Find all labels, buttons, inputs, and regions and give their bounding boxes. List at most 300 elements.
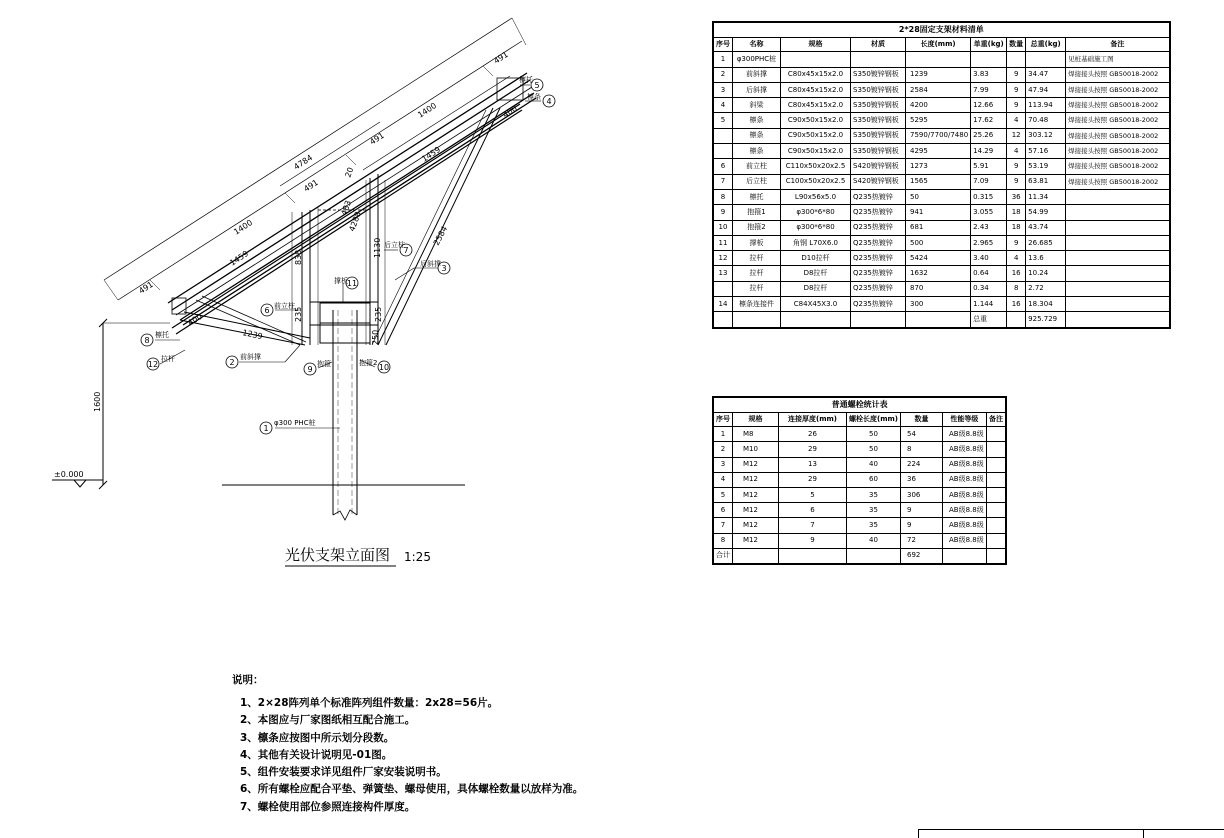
bolt-table-row	[713, 442, 1006, 457]
material-table-cell: 0.34	[971, 281, 1007, 296]
bolt-table-cell: 5	[713, 487, 733, 502]
material-table-cell: 12.66	[971, 98, 1007, 113]
material-table-cell: 3.055	[971, 205, 1007, 220]
dim-total: 4784	[292, 153, 315, 172]
material-table-cell: 18	[1007, 220, 1026, 235]
material-table-cell: 9	[1007, 159, 1026, 174]
material-table-title: 2*28固定支架材料清单	[713, 22, 1170, 38]
material-table-cell: D10拉杆	[781, 251, 851, 266]
material-table-row	[713, 67, 1170, 82]
drawing-title: 光伏支架立面图	[285, 546, 391, 564]
material-table-cell	[1066, 266, 1170, 281]
bolt-table-cell: 50	[847, 427, 901, 442]
material-table-cell: 抱箍2	[733, 220, 781, 235]
dim-4288: 4288	[347, 210, 363, 233]
material-table-cell: 113.94	[1026, 98, 1066, 113]
dim-1400: 1400	[232, 218, 255, 237]
material-table-cell	[1066, 220, 1170, 235]
material-table-cell	[1066, 235, 1170, 250]
bolt-table-cell: 5	[779, 487, 847, 502]
material-table-cell	[713, 144, 733, 159]
material-table-row	[713, 128, 1170, 143]
bolt-table-cell	[986, 442, 1006, 457]
callout-10: 10	[378, 363, 390, 372]
material-table-cell: 9	[1007, 98, 1026, 113]
bolt-table-cell: 7	[779, 518, 847, 533]
bolt-table-cell: AB级8.8级	[943, 442, 987, 457]
label-front-brace: 前斜撑	[240, 353, 261, 361]
material-table-cell: 7.99	[971, 82, 1007, 97]
rear-brace	[372, 108, 500, 345]
material-table-cell: 12	[713, 251, 733, 266]
bolt-table-cell: 36	[901, 472, 943, 487]
material-table-cell	[1066, 312, 1170, 328]
material-table-row	[713, 52, 1170, 67]
callout-3: 3	[441, 264, 447, 273]
material-table-cell	[971, 52, 1007, 67]
label-front-column: 前立柱	[274, 302, 295, 310]
material-table-cell: 4	[1007, 144, 1026, 159]
material-table-cell: 43.74	[1026, 220, 1066, 235]
material-table-cell: C80x45x15x2.0	[781, 98, 851, 113]
material-table-cell: 10	[713, 220, 733, 235]
bolt-table-row	[713, 487, 1006, 502]
bolt-table-cell: 4	[713, 472, 733, 487]
material-table-cell: 4200	[906, 98, 971, 113]
bolt-table-cell	[986, 457, 1006, 472]
bolt-table-cell: 9	[901, 503, 943, 518]
material-table-cell: 13.6	[1026, 251, 1066, 266]
bolt-table-cell: M8	[733, 427, 779, 442]
dim-1459: 1459	[420, 145, 443, 164]
material-table-cell: 870	[906, 281, 971, 296]
bolt-table-cell: M12	[733, 472, 779, 487]
material-table-header: 名称	[733, 38, 781, 52]
material-table-cell: Q235热镀锌	[851, 297, 906, 312]
bolt-table-header: 性能等级	[943, 413, 987, 427]
material-table-cell: 4	[1007, 251, 1026, 266]
material-table-cell: 5	[713, 113, 733, 128]
material-table-cell: 焊接接头按照 GB50018-2002	[1066, 144, 1170, 159]
material-table-cell: 1	[713, 52, 733, 67]
material-table-cell	[906, 52, 971, 67]
material-table-cell: 9	[1007, 82, 1026, 97]
dim-491: 491	[368, 130, 386, 147]
material-table-cell: 檩条连接件	[733, 297, 781, 312]
note-line: 6、所有螺栓应配合平垫、弹簧垫、螺母使用，具体螺栓数量以放样为准。	[240, 783, 584, 796]
material-table-cell: C80x45x15x2.0	[781, 67, 851, 82]
material-table-cell: 12	[1007, 128, 1026, 143]
bolt-table-cell	[733, 548, 779, 564]
bolt-table-cell: 6	[713, 503, 733, 518]
bolt-table-cell: AB级8.8级	[943, 487, 987, 502]
bolt-table-cell: 26	[779, 427, 847, 442]
material-table-cell: 檩条	[733, 128, 781, 143]
dim-1130: 1130	[373, 237, 382, 258]
material-table-row	[713, 113, 1170, 128]
material-table-header: 总重(kg)	[1026, 38, 1066, 52]
label-pile: φ300 PHC桩	[274, 419, 316, 427]
material-table-row	[713, 312, 1170, 328]
callout-11: 11	[346, 279, 358, 288]
bolt-table-cell: 50	[847, 442, 901, 457]
material-table-row	[713, 220, 1170, 235]
material-table-header: 规格	[781, 38, 851, 52]
material-table-cell: 34.47	[1026, 67, 1066, 82]
dim-400: 400	[186, 311, 204, 328]
material-table-cell: C90x50x15x2.0	[781, 113, 851, 128]
dim-235: 235	[374, 306, 383, 322]
material-table-cell: 10.24	[1026, 266, 1066, 281]
material-table-cell: 9	[713, 205, 733, 220]
material-table-cell: 925.729	[1026, 312, 1066, 328]
material-table-cell: 拉杆	[733, 251, 781, 266]
bolt-table-cell: 8	[713, 533, 733, 548]
material-table-cell: Q235热镀锌	[851, 235, 906, 250]
material-table-cell: 后斜撑	[733, 82, 781, 97]
label-purlin: 檩条	[527, 93, 541, 101]
material-table-cell: 14.29	[971, 144, 1007, 159]
material-table-cell: 9	[1007, 174, 1026, 189]
material-table-header: 序号	[713, 38, 733, 52]
material-table-cell: 2584	[906, 82, 971, 97]
bolt-table-cell: 8	[901, 442, 943, 457]
material-table-cell: 54.99	[1026, 205, 1066, 220]
bolt-table-row	[713, 503, 1006, 518]
bolt-table-cell: 224	[901, 457, 943, 472]
material-table-header: 长度(mm)	[906, 38, 971, 52]
material-table-cell: 14	[713, 297, 733, 312]
material-table-cell: 撑板	[733, 235, 781, 250]
material-table-cell: L90x56x5.0	[781, 189, 851, 204]
bolt-table-cell	[986, 487, 1006, 502]
callout-12: 12	[147, 360, 159, 369]
material-table-cell: 63.81	[1026, 174, 1066, 189]
label-purlin-bracket: 檩托	[519, 76, 533, 84]
material-table-cell: 抱箍1	[733, 205, 781, 220]
bolt-table-cell: 306	[901, 487, 943, 502]
bolt-table-cell	[779, 548, 847, 564]
material-table-cell	[733, 312, 781, 328]
material-table-cell: 角钢 L70X6.0	[781, 235, 851, 250]
material-table-cell: C80x45x15x2.0	[781, 82, 851, 97]
bolt-table-cell: AB级8.8级	[943, 518, 987, 533]
material-table-cell: 檩托	[733, 189, 781, 204]
callout-1: 1	[263, 424, 269, 433]
front-column	[302, 207, 318, 345]
note-line: 3、檩条应按图中所示划分段数。	[240, 731, 395, 744]
material-table-cell: φ300PHC桩	[733, 52, 781, 67]
material-table-cell: 5424	[906, 251, 971, 266]
material-table-cell: 7.09	[971, 174, 1007, 189]
material-table-cell	[851, 52, 906, 67]
material-table-cell: Q235热镀锌	[851, 220, 906, 235]
bolt-table-row	[713, 427, 1006, 442]
material-table-cell	[781, 52, 851, 67]
material-table-cell: 8	[713, 189, 733, 204]
material-table-cell: 前立柱	[733, 159, 781, 174]
material-table-cell: 拉杆	[733, 281, 781, 296]
dim-491: 491	[302, 177, 320, 194]
material-table-cell	[1066, 189, 1170, 204]
material-table-cell: S420镀锌钢板	[851, 159, 906, 174]
material-table-cell: 7	[713, 174, 733, 189]
material-table-cell: 500	[906, 235, 971, 250]
dim-491: 491	[492, 49, 510, 66]
material-table-cell: 16	[1007, 297, 1026, 312]
bolt-table-header: 连接厚度(mm)	[779, 413, 847, 427]
callout-5: 5	[534, 81, 540, 90]
bolt-table-cell: 13	[779, 457, 847, 472]
bolt-table-cell: AB级8.8级	[943, 457, 987, 472]
material-table-header: 备注	[1066, 38, 1170, 52]
bolt-table-cell: 35	[847, 487, 901, 502]
bolt-table-header: 备注	[986, 413, 1006, 427]
elevation-drawing	[0, 0, 640, 600]
material-table-cell: 斜梁	[733, 98, 781, 113]
material-table-cell: Q235热镀锌	[851, 266, 906, 281]
material-table-cell: 拉杆	[733, 266, 781, 281]
material-table-cell: Q235热镀锌	[851, 251, 906, 266]
material-table-cell: φ300*6*80	[781, 205, 851, 220]
bolt-table-cell: 35	[847, 503, 901, 518]
material-table-cell: S350镀锌钢板	[851, 98, 906, 113]
material-table-cell: S350镀锌钢板	[851, 144, 906, 159]
material-table-cell	[1026, 52, 1066, 67]
material-table-cell: 2.965	[971, 235, 1007, 250]
material-table-row	[713, 266, 1170, 281]
material-table-cell: 1239	[906, 67, 971, 82]
material-table-header: 数量	[1007, 38, 1026, 52]
bolt-table-cell	[943, 548, 987, 564]
dim-1239: 1239	[241, 328, 264, 342]
phc-pile	[333, 310, 357, 520]
bolt-table-cell: AB级8.8级	[943, 427, 987, 442]
material-table-cell: 8	[1007, 281, 1026, 296]
drawing-scale: 1:25	[404, 550, 431, 564]
material-table-cell: 2	[713, 67, 733, 82]
material-table-cell: 11	[713, 235, 733, 250]
notes-heading: 说明：	[232, 674, 264, 686]
material-table-cell: S350镀锌钢板	[851, 67, 906, 82]
material-table-cell: D8拉杆	[781, 281, 851, 296]
material-table-cell: S420镀锌钢板	[851, 174, 906, 189]
note-line: 5、组件安装要求详见组件厂家安装说明书。	[240, 766, 447, 779]
bolt-table-row	[713, 533, 1006, 548]
material-table-cell	[1066, 205, 1170, 220]
material-table-cell: 50	[906, 189, 971, 204]
label-rear-column: 后立柱	[384, 241, 405, 249]
bolt-table-cell: AB级8.8级	[943, 533, 987, 548]
bolt-table-cell: 3	[713, 457, 733, 472]
bolt-table-cell: M12	[733, 503, 779, 518]
label-clamp-2: 抱箍2	[359, 359, 378, 367]
dim-483: 483	[339, 199, 354, 217]
material-table-cell: 57.16	[1026, 144, 1066, 159]
material-table-cell: 4	[713, 98, 733, 113]
dim-491: 491	[137, 279, 155, 296]
dim-20: 20	[343, 166, 356, 179]
material-table-cell: 0.315	[971, 189, 1007, 204]
material-table-row	[713, 251, 1170, 266]
dim-838: 838	[294, 249, 303, 265]
material-table-cell: 后立柱	[733, 174, 781, 189]
material-table-row	[713, 98, 1170, 113]
material-table-cell: 焊接接头按照 GB50018-2002	[1066, 67, 1170, 82]
material-table-cell: 303.12	[1026, 128, 1066, 143]
bolt-table-cell: 29	[779, 442, 847, 457]
callout-6: 6	[264, 306, 270, 315]
material-table-cell: 前斜撑	[733, 67, 781, 82]
material-table-cell: 681	[906, 220, 971, 235]
material-table-cell: S350镀锌钢板	[851, 128, 906, 143]
bolt-table	[712, 396, 1007, 565]
material-table-cell: C90x50x15x2.0	[781, 128, 851, 143]
material-table-cell: 300	[906, 297, 971, 312]
material-table-cell: 总重	[971, 312, 1007, 328]
label-plate: 撑板	[334, 277, 348, 285]
bolt-table-cell: 692	[901, 548, 943, 564]
material-table-row	[713, 82, 1170, 97]
material-table-cell: 9	[1007, 235, 1026, 250]
bolt-table-cell	[986, 518, 1006, 533]
material-table-cell	[1066, 297, 1170, 312]
material-table-cell	[851, 312, 906, 328]
label-clamp-1: 抱箍	[317, 360, 331, 368]
callout-8: 8	[144, 336, 150, 345]
material-table-cell: 36	[1007, 189, 1026, 204]
material-table-cell: C90x50x15x2.0	[781, 144, 851, 159]
material-table-row	[713, 144, 1170, 159]
dim-235: 235	[294, 306, 303, 322]
material-table-cell: 0.64	[971, 266, 1007, 281]
callout-9: 9	[307, 365, 313, 374]
material-table-cell: 焊接接头按照 GB50018-2002	[1066, 159, 1170, 174]
bolt-table-cell	[847, 548, 901, 564]
material-table-cell: 焊接接头按照 GB50018-2002	[1066, 128, 1170, 143]
material-table-cell	[1066, 281, 1170, 296]
bolt-table-cell: 6	[779, 503, 847, 518]
material-table-cell: C100x50x20x2.5	[781, 174, 851, 189]
material-table-cell: C110x50x20x2.5	[781, 159, 851, 174]
material-table-row	[713, 281, 1170, 296]
bolt-table-cell	[986, 472, 1006, 487]
material-table-cell: S350镀锌钢板	[851, 82, 906, 97]
material-table-cell	[781, 312, 851, 328]
bolt-table-title: 普通螺栓统计表	[713, 397, 1006, 413]
material-table-cell: 4295	[906, 144, 971, 159]
callout-2: 2	[229, 358, 235, 367]
material-table-cell: 见桩基础施工图	[1066, 52, 1170, 67]
notes	[232, 672, 583, 816]
bolt-table-cell	[986, 503, 1006, 518]
material-table-cell: D8拉杆	[781, 266, 851, 281]
bolt-table-row	[713, 548, 1006, 564]
bolt-table-cell	[986, 427, 1006, 442]
bolt-table-cell: AB级8.8级	[943, 472, 987, 487]
material-table-cell: 18.304	[1026, 297, 1066, 312]
material-table-cell	[713, 128, 733, 143]
bolt-table-cell	[986, 533, 1006, 548]
material-table-cell: C84X45X3.0	[781, 297, 851, 312]
material-table-row	[713, 235, 1170, 250]
bolt-table-cell: 40	[847, 533, 901, 548]
material-table-cell: 1273	[906, 159, 971, 174]
material-table-cell: 17.62	[971, 113, 1007, 128]
dim-250: 250	[371, 329, 380, 345]
material-table-cell: S350镀锌钢板	[851, 113, 906, 128]
bolt-table-cell: 60	[847, 472, 901, 487]
material-table-cell: 焊接接头按照 GB50018-2002	[1066, 98, 1170, 113]
bolt-table-cell: 9	[779, 533, 847, 548]
bolt-table-header: 序号	[713, 413, 733, 427]
material-table-cell: 5295	[906, 113, 971, 128]
material-table-cell: 5.91	[971, 159, 1007, 174]
material-table-cell: 3.83	[971, 67, 1007, 82]
material-table	[712, 21, 1171, 329]
material-table-cell: 檩条	[733, 113, 781, 128]
material-table-cell: 7590/7700/7480	[906, 128, 971, 143]
material-table-header: 材质	[851, 38, 906, 52]
material-table-cell: φ300*6*80	[781, 220, 851, 235]
bolt-table-cell	[986, 548, 1006, 564]
dim-400: 400	[501, 103, 519, 120]
material-table-row	[713, 174, 1170, 189]
material-table-cell: 3.40	[971, 251, 1007, 266]
note-line: 7、螺栓使用部位参照连接构件厚度。	[240, 800, 416, 813]
material-table-cell: Q235热镀锌	[851, 281, 906, 296]
material-table-cell: 25.26	[971, 128, 1007, 143]
bolt-table-cell: M12	[733, 518, 779, 533]
bolt-table-cell: 35	[847, 518, 901, 533]
bolt-table-header: 数量	[901, 413, 943, 427]
bolt-table-row	[713, 472, 1006, 487]
bolt-table-row	[713, 457, 1006, 472]
bolt-table-cell: 1	[713, 427, 733, 442]
bolt-table-cell: M12	[733, 457, 779, 472]
material-table-cell	[1066, 251, 1170, 266]
callout-7: 7	[403, 246, 409, 255]
material-table-cell: 焊接接头按照 GB50018-2002	[1066, 174, 1170, 189]
material-table-cell: 11.34	[1026, 189, 1066, 204]
note-line: 1、2×28阵列单个标准阵列组件数量：2x28=56片。	[240, 697, 499, 709]
bolt-table-cell: 72	[901, 533, 943, 548]
material-table-cell: 13	[713, 266, 733, 281]
material-table-cell: Q235热镀锌	[851, 205, 906, 220]
material-table-cell: 941	[906, 205, 971, 220]
bolt-table-cell: M12	[733, 487, 779, 502]
material-table-cell: Q235热镀锌	[851, 189, 906, 204]
material-table-row	[713, 297, 1170, 312]
label-rear-brace: 后斜撑	[420, 260, 441, 268]
bolt-table-row	[713, 518, 1006, 533]
material-table-cell: 3	[713, 82, 733, 97]
bolt-table-cell: 合计	[713, 548, 733, 564]
material-table-cell	[1007, 312, 1026, 328]
bolt-table-cell: 9	[901, 518, 943, 533]
material-table-cell: 焊接接头按照 GB50018-2002	[1066, 113, 1170, 128]
bolt-table-cell: M12	[733, 533, 779, 548]
bolt-table-cell: 29	[779, 472, 847, 487]
material-table-cell: 1.144	[971, 297, 1007, 312]
material-table-cell: 4	[1007, 113, 1026, 128]
bolt-table-cell: 2	[713, 442, 733, 457]
dim-1400: 1400	[416, 101, 439, 120]
material-table-row	[713, 159, 1170, 174]
bolt-table-header: 螺栓长度(mm)	[847, 413, 901, 427]
bolt-table-cell: 7	[713, 518, 733, 533]
dim-1600: 1600	[93, 391, 102, 412]
